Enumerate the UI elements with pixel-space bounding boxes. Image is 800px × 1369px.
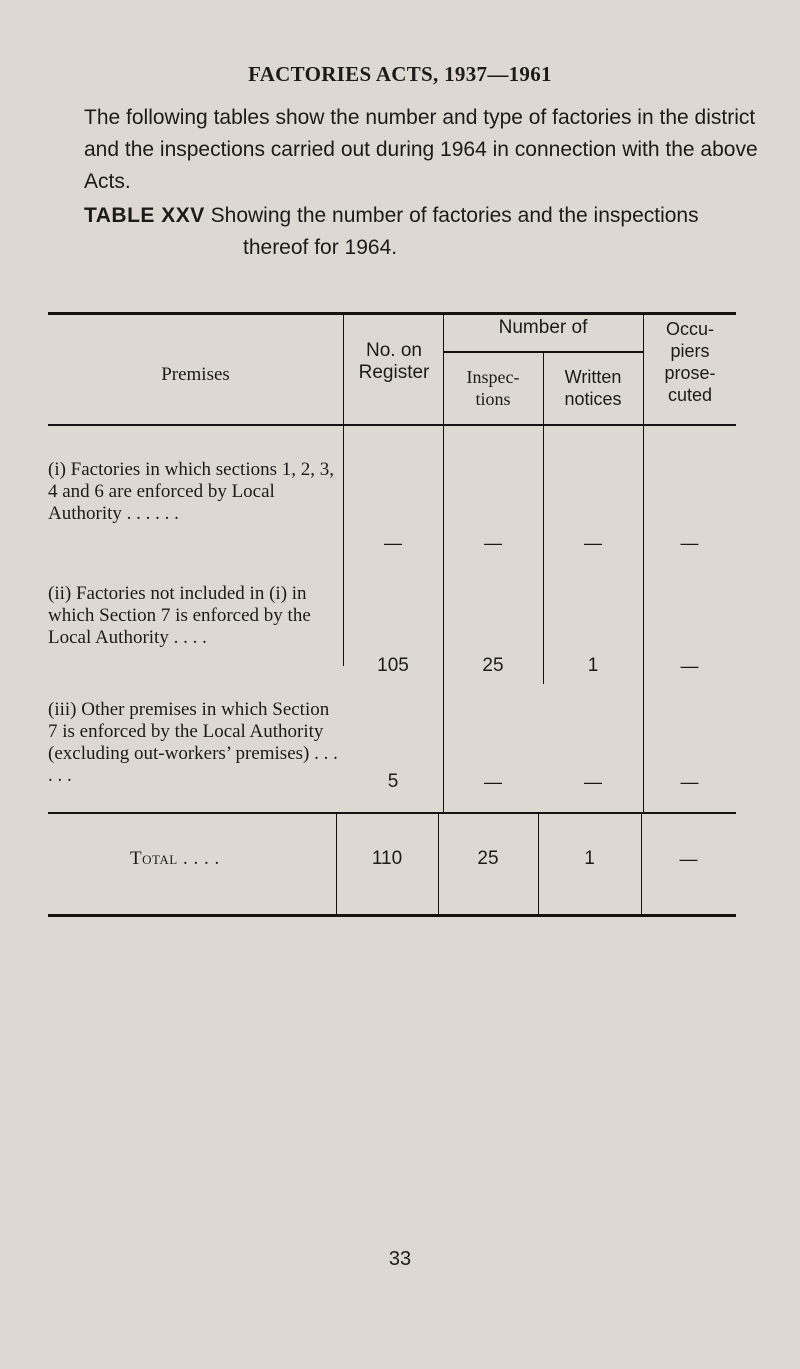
table-caption-text-line2: thereof for 1964.	[243, 236, 398, 259]
page-heading: FACTORIES ACTS, 1937—1961	[248, 62, 552, 86]
row-2-premises: (ii) Factories not included in (i) in which Section 7 is enforced by the Local Authority . . . .	[48, 583, 311, 648]
total-register: 110	[371, 848, 403, 869]
header-number-of: Number of	[498, 317, 588, 338]
row-3-register: 5	[387, 771, 399, 792]
page-number: 33	[388, 1248, 412, 1270]
row-2-inspections: 25	[482, 655, 504, 676]
row-1-premises: (i) Factories in which sections 1, 2, 3, 4 and 6 are enforced by Local Authority . . . . . .	[48, 459, 335, 524]
total-top-rule	[48, 812, 736, 814]
table-caption	[84, 200, 774, 264]
col-rule-occupiers	[643, 314, 644, 425]
col-rule-register	[343, 314, 344, 425]
body-rule-occupiers	[643, 426, 644, 812]
header-bottom-rule	[48, 424, 736, 426]
body-rule-written	[543, 426, 544, 684]
table-caption-label: TABLE XXV	[84, 204, 205, 227]
total-written-notices: 1	[584, 848, 595, 869]
total-inspections: 25	[477, 848, 499, 869]
row-1-inspections: —	[484, 533, 502, 553]
row-1-register: —	[384, 533, 402, 553]
row-3-inspections: —	[484, 772, 502, 792]
row-3-occupiers: —	[680, 772, 699, 792]
table-caption-text-line1: Showing the number of factories and the inspections	[210, 204, 699, 227]
col-rule-written	[543, 352, 544, 425]
header-occupiers: Occu- piers prose- cuted	[664, 319, 716, 405]
table-top-rule	[48, 312, 736, 315]
header-inspections: Inspec- tions	[466, 367, 520, 409]
row-1-occupiers: —	[680, 533, 699, 553]
header-written-notices: Written notices	[564, 367, 622, 409]
header-register: No. on Register	[358, 340, 430, 383]
header-premises: Premises	[161, 364, 230, 385]
intro-paragraph: The following tables show the number and type of factories in the district and the inspections carried out during 1964 in connection with the above Acts.	[84, 106, 758, 193]
row-3-written-notices: —	[584, 772, 602, 792]
row-1-written-notices: —	[584, 533, 602, 553]
row-2-register: 105	[377, 655, 409, 676]
body-rule-inspections	[443, 426, 444, 812]
total-occupiers: —	[679, 849, 698, 869]
row-3-premises: (iii) Other premises in which Section 7 is enforced by the Local Authority (excluding out-workers’ premises) . . . . . .	[48, 699, 338, 786]
row-2-written-notices: 1	[587, 655, 599, 676]
table-bottom-rule	[48, 914, 736, 917]
total-label: Total . . . .	[130, 848, 220, 869]
row-2-occupiers: —	[680, 656, 699, 676]
